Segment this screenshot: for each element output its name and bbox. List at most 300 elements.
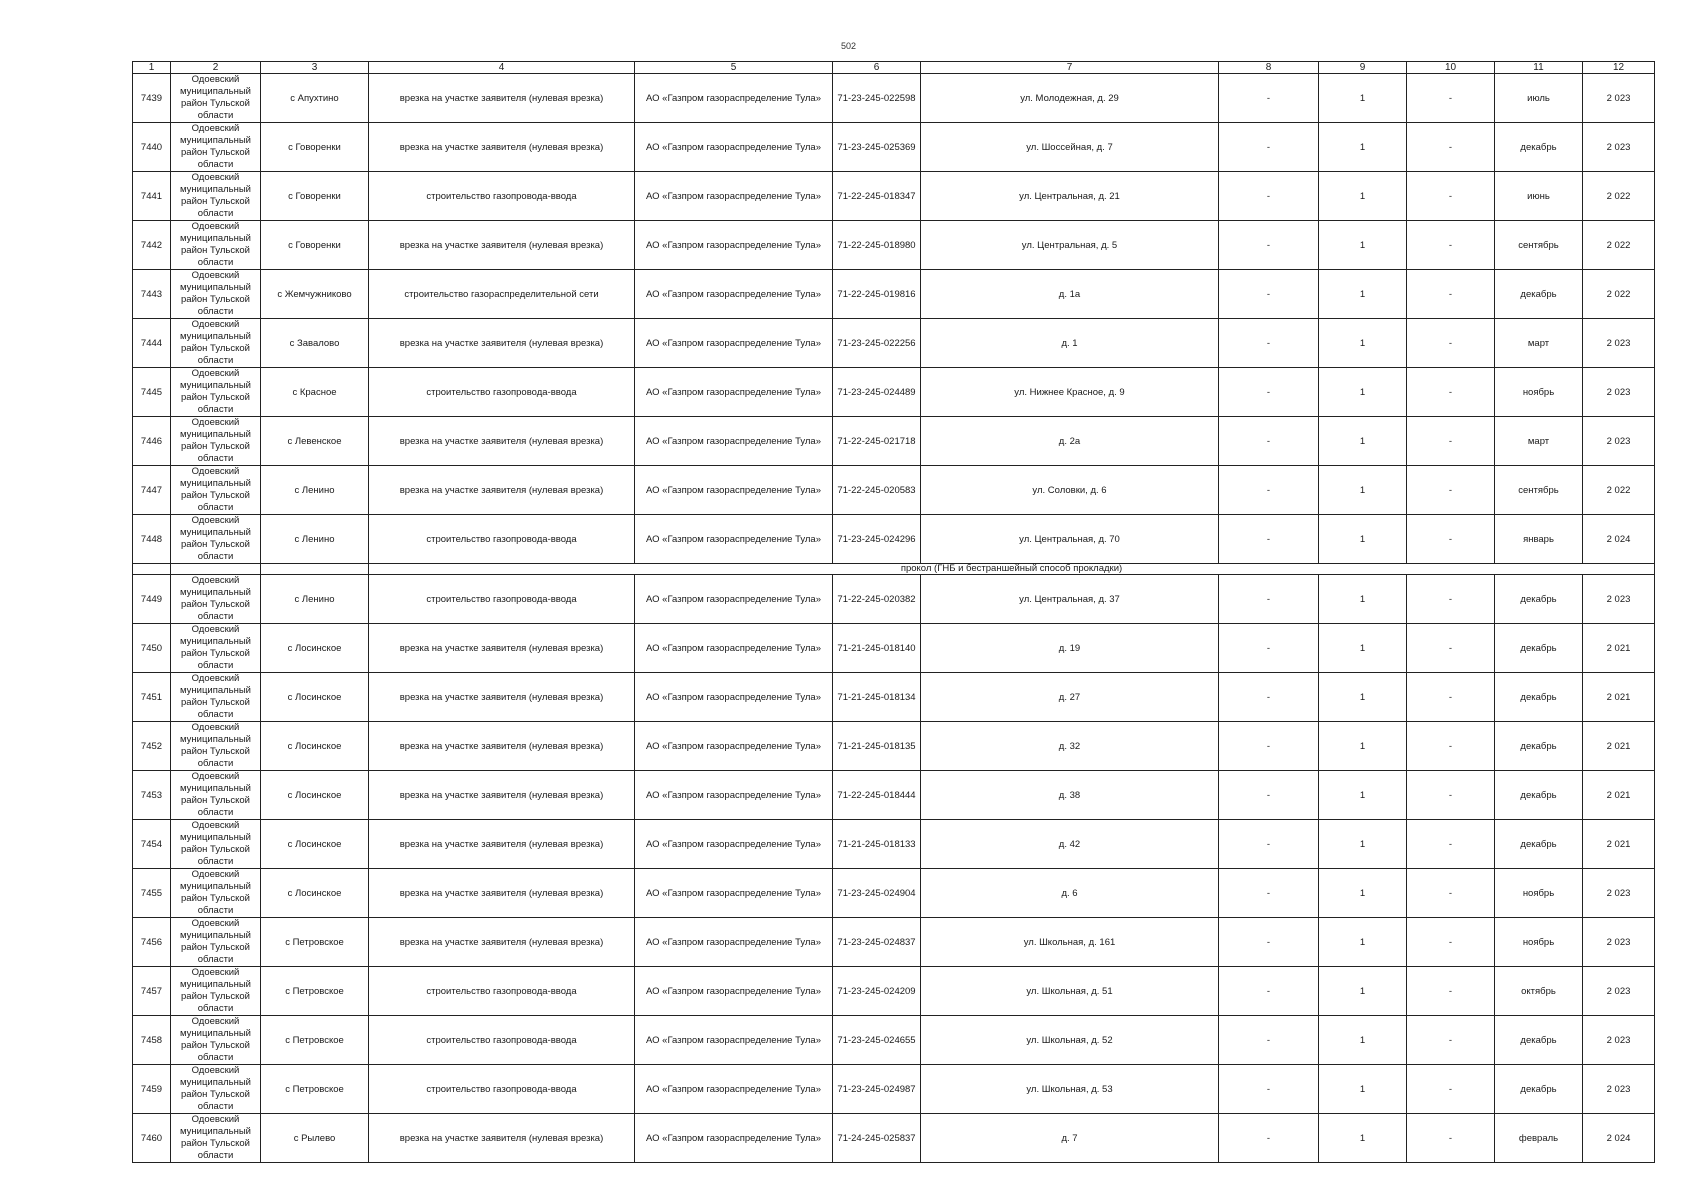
col9-cell: 1 xyxy=(1319,123,1407,172)
address-cell: д. 7 xyxy=(921,1114,1219,1163)
address-cell: ул. Нижнее Красное, д. 9 xyxy=(921,368,1219,417)
code-cell: 71-23-245-024655 xyxy=(833,1016,921,1065)
row-number-cell: 7458 xyxy=(133,1016,171,1065)
address-cell: ул. Соловки, д. 6 xyxy=(921,466,1219,515)
table-row xyxy=(133,74,1655,123)
district-cell: Одоевский муниципальный район Тульской области xyxy=(171,368,261,417)
settlement-cell: с Петровское xyxy=(261,918,369,967)
row-number-cell: 7441 xyxy=(133,172,171,221)
code-cell: 71-22-245-018980 xyxy=(833,221,921,270)
col9-cell: 1 xyxy=(1319,673,1407,722)
work-type-cell: строительство газопровода-ввода xyxy=(369,515,635,564)
table-row xyxy=(133,771,1655,820)
address-cell: ул. Шоссейная, д. 7 xyxy=(921,123,1219,172)
year-cell: 2 022 xyxy=(1583,172,1655,221)
work-type-cell: врезка на участке заявителя (нулевая врезка) xyxy=(369,918,635,967)
row-number-cell: 7460 xyxy=(133,1114,171,1163)
column-number-row xyxy=(133,62,1655,74)
col10-cell: - xyxy=(1407,466,1495,515)
col8-cell: - xyxy=(1219,417,1319,466)
code-cell: 71-23-245-024296 xyxy=(833,515,921,564)
year-cell: 2 023 xyxy=(1583,368,1655,417)
year-cell: 2 023 xyxy=(1583,918,1655,967)
row-number-cell: 7449 xyxy=(133,575,171,624)
month-cell: декабрь xyxy=(1495,673,1583,722)
organization-cell: АО «Газпром газораспределение Тула» xyxy=(635,172,833,221)
settlement-cell: с Петровское xyxy=(261,1016,369,1065)
address-cell: ул. Молодежная, д. 29 xyxy=(921,74,1219,123)
column-header: 4 xyxy=(369,62,635,74)
month-cell: декабрь xyxy=(1495,820,1583,869)
settlement-cell: с Лосинское xyxy=(261,820,369,869)
col9-cell: 1 xyxy=(1319,1114,1407,1163)
district-cell: Одоевский муниципальный район Тульской области xyxy=(171,673,261,722)
district-cell: Одоевский муниципальный район Тульской области xyxy=(171,771,261,820)
col10-cell: - xyxy=(1407,221,1495,270)
col8-cell: - xyxy=(1219,967,1319,1016)
month-cell: сентябрь xyxy=(1495,466,1583,515)
organization-cell: АО «Газпром газораспределение Тула» xyxy=(635,918,833,967)
district-cell: Одоевский муниципальный район Тульской области xyxy=(171,967,261,1016)
col10-cell: - xyxy=(1407,1016,1495,1065)
district-cell: Одоевский муниципальный район Тульской области xyxy=(171,918,261,967)
organization-cell: АО «Газпром газораспределение Тула» xyxy=(635,270,833,319)
year-cell: 2 023 xyxy=(1583,417,1655,466)
table-row xyxy=(133,123,1655,172)
year-cell: 2 021 xyxy=(1583,820,1655,869)
address-cell: д. 1 xyxy=(921,319,1219,368)
col10-cell: - xyxy=(1407,673,1495,722)
year-cell: 2 023 xyxy=(1583,319,1655,368)
settlement-cell: с Ленино xyxy=(261,466,369,515)
col8-cell: - xyxy=(1219,221,1319,270)
settlement-cell: с Петровское xyxy=(261,1065,369,1114)
column-header: 6 xyxy=(833,62,921,74)
year-cell: 2 021 xyxy=(1583,722,1655,771)
work-type-cell: врезка на участке заявителя (нулевая врезка) xyxy=(369,771,635,820)
year-cell: 2 021 xyxy=(1583,624,1655,673)
col8-cell: - xyxy=(1219,918,1319,967)
settlement-cell: с Апухтино xyxy=(261,74,369,123)
table-row xyxy=(133,918,1655,967)
col9-cell: 1 xyxy=(1319,417,1407,466)
settlement-cell: с Завалово xyxy=(261,319,369,368)
col9-cell: 1 xyxy=(1319,515,1407,564)
year-cell: 2 023 xyxy=(1583,967,1655,1016)
column-header: 12 xyxy=(1583,62,1655,74)
work-type-cell: врезка на участке заявителя (нулевая врезка) xyxy=(369,1114,635,1163)
year-cell: 2 022 xyxy=(1583,270,1655,319)
month-cell: декабрь xyxy=(1495,1016,1583,1065)
settlement-cell: с Красное xyxy=(261,368,369,417)
work-type-cell: врезка на участке заявителя (нулевая врезка) xyxy=(369,624,635,673)
table-row xyxy=(133,1016,1655,1065)
col9-cell: 1 xyxy=(1319,771,1407,820)
code-cell: 71-23-245-024904 xyxy=(833,869,921,918)
table-row xyxy=(133,466,1655,515)
code-cell: 71-21-245-018140 xyxy=(833,624,921,673)
col9-cell: 1 xyxy=(1319,319,1407,368)
work-type-cell: строительство газопровода-ввода xyxy=(369,368,635,417)
organization-cell: АО «Газпром газораспределение Тула» xyxy=(635,967,833,1016)
col9-cell: 1 xyxy=(1319,1016,1407,1065)
district-cell: Одоевский муниципальный район Тульской области xyxy=(171,722,261,771)
code-cell: 71-23-245-022598 xyxy=(833,74,921,123)
address-cell: д. 6 xyxy=(921,869,1219,918)
district-cell: Одоевский муниципальный район Тульской области xyxy=(171,417,261,466)
col8-cell: - xyxy=(1219,172,1319,221)
column-header: 8 xyxy=(1219,62,1319,74)
col10-cell: - xyxy=(1407,515,1495,564)
col8-cell: - xyxy=(1219,820,1319,869)
col8-cell: - xyxy=(1219,1114,1319,1163)
code-cell: 71-22-245-020583 xyxy=(833,466,921,515)
col10-cell: - xyxy=(1407,575,1495,624)
year-cell: 2 023 xyxy=(1583,869,1655,918)
column-header: 7 xyxy=(921,62,1219,74)
month-cell: март xyxy=(1495,417,1583,466)
organization-cell: АО «Газпром газораспределение Тула» xyxy=(635,319,833,368)
settlement-cell: с Говоренки xyxy=(261,123,369,172)
row-number-cell: 7448 xyxy=(133,515,171,564)
table-body xyxy=(133,74,1655,1163)
col8-cell: - xyxy=(1219,869,1319,918)
settlement-cell: с Левенское xyxy=(261,417,369,466)
district-cell: Одоевский муниципальный район Тульской области xyxy=(171,515,261,564)
note-text-cell: прокол (ГНБ и бестраншейный способ прокладки) xyxy=(369,564,1655,575)
address-cell: ул. Школьная, д. 51 xyxy=(921,967,1219,1016)
month-cell: ноябрь xyxy=(1495,368,1583,417)
row-number-cell: 7440 xyxy=(133,123,171,172)
col8-cell: - xyxy=(1219,624,1319,673)
code-cell: 71-21-245-018134 xyxy=(833,673,921,722)
work-type-cell: строительство газораспределительной сети xyxy=(369,270,635,319)
district-cell: Одоевский муниципальный район Тульской области xyxy=(171,575,261,624)
register-table xyxy=(132,61,1655,1163)
month-cell: ноябрь xyxy=(1495,869,1583,918)
organization-cell: АО «Газпром газораспределение Тула» xyxy=(635,123,833,172)
month-cell: ноябрь xyxy=(1495,918,1583,967)
table-row xyxy=(133,967,1655,1016)
code-cell: 71-22-245-021718 xyxy=(833,417,921,466)
code-cell: 71-22-245-020382 xyxy=(833,575,921,624)
year-cell: 2 023 xyxy=(1583,74,1655,123)
col9-cell: 1 xyxy=(1319,918,1407,967)
address-cell: ул. Центральная, д. 5 xyxy=(921,221,1219,270)
col8-cell: - xyxy=(1219,74,1319,123)
row-number-cell: 7456 xyxy=(133,918,171,967)
col9-cell: 1 xyxy=(1319,221,1407,270)
settlement-cell: с Говоренки xyxy=(261,221,369,270)
work-type-cell: врезка на участке заявителя (нулевая врезка) xyxy=(369,319,635,368)
col10-cell: - xyxy=(1407,270,1495,319)
code-cell: 71-21-245-018135 xyxy=(833,722,921,771)
district-cell: Одоевский муниципальный район Тульской области xyxy=(171,172,261,221)
code-cell: 71-23-245-024489 xyxy=(833,368,921,417)
col10-cell: - xyxy=(1407,624,1495,673)
col10-cell: - xyxy=(1407,1114,1495,1163)
column-header: 2 xyxy=(171,62,261,74)
row-number-cell: 7451 xyxy=(133,673,171,722)
row-number-cell: 7455 xyxy=(133,869,171,918)
col10-cell: - xyxy=(1407,368,1495,417)
col9-cell: 1 xyxy=(1319,1065,1407,1114)
table-row xyxy=(133,673,1655,722)
note-empty-cell xyxy=(133,564,171,575)
work-type-cell: строительство газопровода-ввода xyxy=(369,575,635,624)
address-cell: ул. Центральная, д. 37 xyxy=(921,575,1219,624)
col8-cell: - xyxy=(1219,673,1319,722)
row-number-cell: 7443 xyxy=(133,270,171,319)
address-cell: д. 1а xyxy=(921,270,1219,319)
col8-cell: - xyxy=(1219,1016,1319,1065)
note-row xyxy=(133,564,1655,575)
col8-cell: - xyxy=(1219,515,1319,564)
table-row xyxy=(133,515,1655,564)
settlement-cell: с Ленино xyxy=(261,575,369,624)
row-number-cell: 7439 xyxy=(133,74,171,123)
work-type-cell: строительство газопровода-ввода xyxy=(369,1016,635,1065)
column-header: 1 xyxy=(133,62,171,74)
code-cell: 71-23-245-022256 xyxy=(833,319,921,368)
organization-cell: АО «Газпром газораспределение Тула» xyxy=(635,673,833,722)
col10-cell: - xyxy=(1407,417,1495,466)
year-cell: 2 021 xyxy=(1583,771,1655,820)
col10-cell: - xyxy=(1407,820,1495,869)
row-number-cell: 7444 xyxy=(133,319,171,368)
organization-cell: АО «Газпром газораспределение Тула» xyxy=(635,466,833,515)
organization-cell: АО «Газпром газораспределение Тула» xyxy=(635,771,833,820)
col8-cell: - xyxy=(1219,319,1319,368)
col9-cell: 1 xyxy=(1319,820,1407,869)
organization-cell: АО «Газпром газораспределение Тула» xyxy=(635,624,833,673)
month-cell: июль xyxy=(1495,74,1583,123)
month-cell: декабрь xyxy=(1495,270,1583,319)
row-number-cell: 7445 xyxy=(133,368,171,417)
col8-cell: - xyxy=(1219,368,1319,417)
table-row xyxy=(133,270,1655,319)
table-row xyxy=(133,417,1655,466)
column-header: 3 xyxy=(261,62,369,74)
organization-cell: АО «Газпром газораспределение Тула» xyxy=(635,1114,833,1163)
col8-cell: - xyxy=(1219,123,1319,172)
district-cell: Одоевский муниципальный район Тульской области xyxy=(171,74,261,123)
district-cell: Одоевский муниципальный район Тульской области xyxy=(171,466,261,515)
row-number-cell: 7454 xyxy=(133,820,171,869)
work-type-cell: врезка на участке заявителя (нулевая врезка) xyxy=(369,221,635,270)
organization-cell: АО «Газпром газораспределение Тула» xyxy=(635,1016,833,1065)
col9-cell: 1 xyxy=(1319,575,1407,624)
month-cell: январь xyxy=(1495,515,1583,564)
row-number-cell: 7452 xyxy=(133,722,171,771)
year-cell: 2 023 xyxy=(1583,123,1655,172)
month-cell: июнь xyxy=(1495,172,1583,221)
code-cell: 71-24-245-025837 xyxy=(833,1114,921,1163)
month-cell: декабрь xyxy=(1495,771,1583,820)
year-cell: 2 023 xyxy=(1583,1065,1655,1114)
year-cell: 2 022 xyxy=(1583,466,1655,515)
address-cell: ул. Школьная, д. 52 xyxy=(921,1016,1219,1065)
address-cell: д. 27 xyxy=(921,673,1219,722)
code-cell: 71-22-245-019816 xyxy=(833,270,921,319)
table-row xyxy=(133,368,1655,417)
col10-cell: - xyxy=(1407,1065,1495,1114)
note-empty-cell xyxy=(261,564,369,575)
settlement-cell: с Петровское xyxy=(261,967,369,1016)
address-cell: ул. Центральная, д. 21 xyxy=(921,172,1219,221)
month-cell: октябрь xyxy=(1495,967,1583,1016)
code-cell: 71-23-245-024837 xyxy=(833,918,921,967)
work-type-cell: врезка на участке заявителя (нулевая врезка) xyxy=(369,673,635,722)
year-cell: 2 021 xyxy=(1583,673,1655,722)
address-cell: д. 42 xyxy=(921,820,1219,869)
column-header: 11 xyxy=(1495,62,1583,74)
organization-cell: АО «Газпром газораспределение Тула» xyxy=(635,575,833,624)
address-cell: д. 38 xyxy=(921,771,1219,820)
year-cell: 2 023 xyxy=(1583,1016,1655,1065)
row-number-cell: 7442 xyxy=(133,221,171,270)
work-type-cell: врезка на участке заявителя (нулевая врезка) xyxy=(369,417,635,466)
col9-cell: 1 xyxy=(1319,624,1407,673)
year-cell: 2 022 xyxy=(1583,221,1655,270)
address-cell: д. 2а xyxy=(921,417,1219,466)
col9-cell: 1 xyxy=(1319,270,1407,319)
col9-cell: 1 xyxy=(1319,172,1407,221)
row-number-cell: 7453 xyxy=(133,771,171,820)
organization-cell: АО «Газпром газораспределение Тула» xyxy=(635,1065,833,1114)
settlement-cell: с Лосинское xyxy=(261,869,369,918)
col9-cell: 1 xyxy=(1319,869,1407,918)
col9-cell: 1 xyxy=(1319,368,1407,417)
col10-cell: - xyxy=(1407,918,1495,967)
district-cell: Одоевский муниципальный район Тульской области xyxy=(171,123,261,172)
work-type-cell: строительство газопровода-ввода xyxy=(369,1065,635,1114)
code-cell: 71-23-245-025369 xyxy=(833,123,921,172)
table-row xyxy=(133,172,1655,221)
organization-cell: АО «Газпром газораспределение Тула» xyxy=(635,515,833,564)
col8-cell: - xyxy=(1219,771,1319,820)
col10-cell: - xyxy=(1407,967,1495,1016)
district-cell: Одоевский муниципальный район Тульской области xyxy=(171,624,261,673)
year-cell: 2 024 xyxy=(1583,1114,1655,1163)
page-number: 502 xyxy=(840,41,857,51)
work-type-cell: врезка на участке заявителя (нулевая врезка) xyxy=(369,466,635,515)
work-type-cell: строительство газопровода-ввода xyxy=(369,172,635,221)
col8-cell: - xyxy=(1219,270,1319,319)
district-cell: Одоевский муниципальный район Тульской области xyxy=(171,270,261,319)
settlement-cell: с Лосинское xyxy=(261,771,369,820)
col9-cell: 1 xyxy=(1319,74,1407,123)
work-type-cell: врезка на участке заявителя (нулевая врезка) xyxy=(369,820,635,869)
settlement-cell: с Лосинское xyxy=(261,673,369,722)
address-cell: ул. Школьная, д. 161 xyxy=(921,918,1219,967)
settlement-cell: с Рылево xyxy=(261,1114,369,1163)
district-cell: Одоевский муниципальный район Тульской области xyxy=(171,1065,261,1114)
district-cell: Одоевский муниципальный район Тульской области xyxy=(171,1016,261,1065)
work-type-cell: строительство газопровода-ввода xyxy=(369,967,635,1016)
month-cell: сентябрь xyxy=(1495,221,1583,270)
month-cell: декабрь xyxy=(1495,624,1583,673)
table-row xyxy=(133,624,1655,673)
col10-cell: - xyxy=(1407,172,1495,221)
col10-cell: - xyxy=(1407,319,1495,368)
table-row xyxy=(133,1065,1655,1114)
col9-cell: 1 xyxy=(1319,466,1407,515)
settlement-cell: с Лосинское xyxy=(261,624,369,673)
row-number-cell: 7457 xyxy=(133,967,171,1016)
organization-cell: АО «Газпром газораспределение Тула» xyxy=(635,368,833,417)
work-type-cell: врезка на участке заявителя (нулевая врезка) xyxy=(369,123,635,172)
table-row xyxy=(133,1114,1655,1163)
column-header: 10 xyxy=(1407,62,1495,74)
work-type-cell: врезка на участке заявителя (нулевая врезка) xyxy=(369,869,635,918)
code-cell: 71-23-245-024987 xyxy=(833,1065,921,1114)
organization-cell: АО «Газпром газораспределение Тула» xyxy=(635,722,833,771)
row-number-cell: 7450 xyxy=(133,624,171,673)
code-cell: 71-22-245-018347 xyxy=(833,172,921,221)
column-header: 5 xyxy=(635,62,833,74)
col10-cell: - xyxy=(1407,771,1495,820)
table-row xyxy=(133,869,1655,918)
district-cell: Одоевский муниципальный район Тульской области xyxy=(171,221,261,270)
month-cell: декабрь xyxy=(1495,1065,1583,1114)
address-cell: ул. Школьная, д. 53 xyxy=(921,1065,1219,1114)
col10-cell: - xyxy=(1407,722,1495,771)
work-type-cell: врезка на участке заявителя (нулевая врезка) xyxy=(369,74,635,123)
col8-cell: - xyxy=(1219,722,1319,771)
district-cell: Одоевский муниципальный район Тульской области xyxy=(171,1114,261,1163)
table-row xyxy=(133,319,1655,368)
organization-cell: АО «Газпром газораспределение Тула» xyxy=(635,74,833,123)
col9-cell: 1 xyxy=(1319,967,1407,1016)
col10-cell: - xyxy=(1407,123,1495,172)
code-cell: 71-21-245-018133 xyxy=(833,820,921,869)
settlement-cell: с Говоренки xyxy=(261,172,369,221)
month-cell: февраль xyxy=(1495,1114,1583,1163)
address-cell: д. 19 xyxy=(921,624,1219,673)
col10-cell: - xyxy=(1407,74,1495,123)
year-cell: 2 023 xyxy=(1583,575,1655,624)
col8-cell: - xyxy=(1219,575,1319,624)
organization-cell: АО «Газпром газораспределение Тула» xyxy=(635,820,833,869)
district-cell: Одоевский муниципальный район Тульской области xyxy=(171,820,261,869)
work-type-cell: врезка на участке заявителя (нулевая врезка) xyxy=(369,722,635,771)
table-row xyxy=(133,221,1655,270)
organization-cell: АО «Газпром газораспределение Тула» xyxy=(635,221,833,270)
col8-cell: - xyxy=(1219,466,1319,515)
address-cell: д. 32 xyxy=(921,722,1219,771)
organization-cell: АО «Газпром газораспределение Тула» xyxy=(635,417,833,466)
table-row xyxy=(133,722,1655,771)
row-number-cell: 7447 xyxy=(133,466,171,515)
table-row xyxy=(133,575,1655,624)
address-cell: ул. Центральная, д. 70 xyxy=(921,515,1219,564)
settlement-cell: с Ленино xyxy=(261,515,369,564)
year-cell: 2 024 xyxy=(1583,515,1655,564)
district-cell: Одоевский муниципальный район Тульской области xyxy=(171,319,261,368)
code-cell: 71-23-245-024209 xyxy=(833,967,921,1016)
month-cell: декабрь xyxy=(1495,575,1583,624)
month-cell: декабрь xyxy=(1495,123,1583,172)
col9-cell: 1 xyxy=(1319,722,1407,771)
month-cell: март xyxy=(1495,319,1583,368)
district-cell: Одоевский муниципальный район Тульской области xyxy=(171,869,261,918)
col8-cell: - xyxy=(1219,1065,1319,1114)
note-empty-cell xyxy=(171,564,261,575)
column-header: 9 xyxy=(1319,62,1407,74)
settlement-cell: с Лосинское xyxy=(261,722,369,771)
organization-cell: АО «Газпром газораспределение Тула» xyxy=(635,869,833,918)
